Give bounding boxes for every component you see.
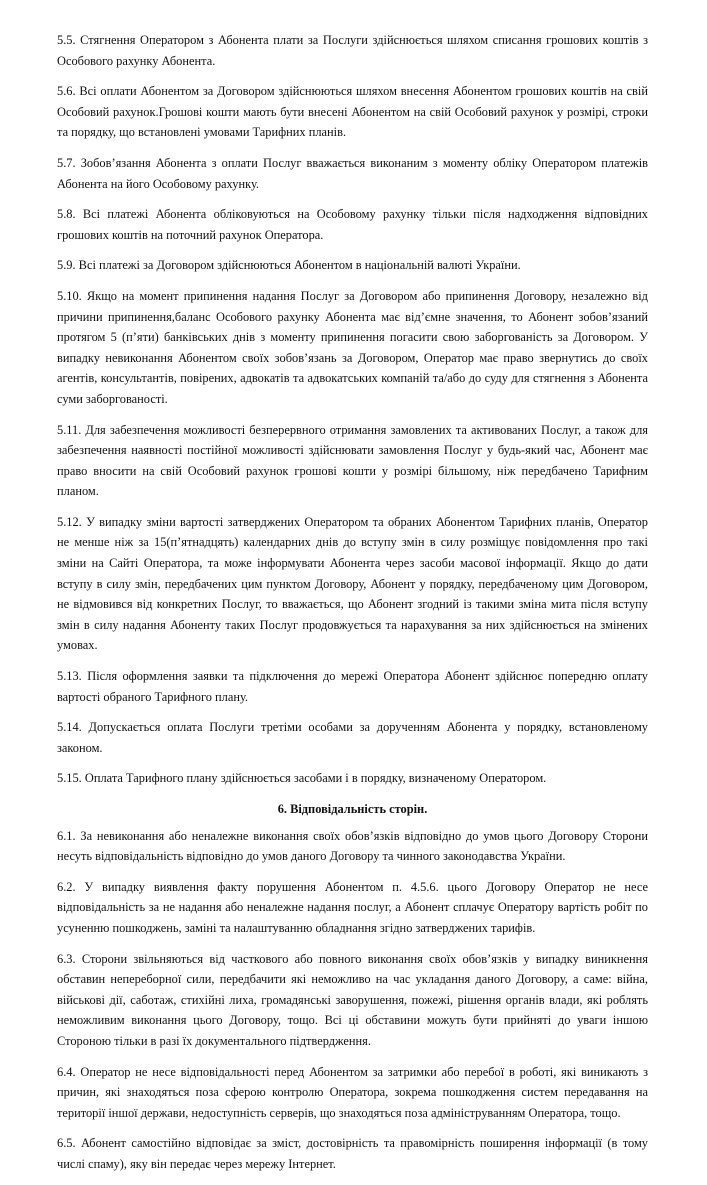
clause-6-5: 6.5. Абонент самостійно відповідає за зміст, достовірність та правомірність поширення інформації (в тому числі спаму), яку він передає через мережу Інтернет. [57, 1136, 648, 1171]
clause-5-5: 5.5. Стягнення Оператором з Абонента плати за Послуги здійснюється шляхом списання грошових коштів з Особового рахунку Абонента. [57, 33, 648, 68]
clause-6-3: 6.3. Сторони звільняються від часткового або повного виконання своїх обов’язків у випадку виникнення обставин непереборної сили, передбачити які неможливо на час укладання даного Договору, а саме: війна, військові дії, саботаж, стихійні лиха, громадянські заворушення, пожежі, рішення органів влади, які роблять неможливим виконання цього Договору, тощо. Всі ці обставини можуть бути прийняті до уваги іншою Стороною тільки в разі їх документального підтвердження. [57, 951, 648, 1048]
clause-5-10: 5.10. Якщо на момент припинення надання Послуг за Договором або припинення Договору, незалежно від причини припинення,баланс Особового рахунку Абонента має від’ємне значення, то Абонент зобов’язаний протягом 5 (п’яти) банківських днів з моменту припинення погасити свою заборгованість за Договором. У випадку невиконання Абонентом своїх зобов’язань за Договором, Оператор має право звернутись до своїх агентів, консультантів, повірених, адвокатів та адвокатських компаній та/або до суду для стягнення з Абонента суми заборгованості. [57, 288, 648, 406]
clause-5-13: 5.13. Після оформлення заявки та підключення до мережі Оператора Абонент здійснює попередню оплату вартості обраного Тарифного плану. [57, 669, 648, 704]
clause-5-14: 5.14. Допускається оплата Послуги третіми особами за дорученням Абонента у порядку, встановленому законом. [57, 720, 648, 755]
clause-5-15: 5.15. Оплата Тарифного плану здійснюється засобами і в порядку, визначеному Оператором. [57, 771, 547, 786]
clause-5-9: 5.9. Всі платежі за Договором здійснюються Абонентом в національній валюті України. [57, 258, 521, 273]
clause-5-11: 5.11. Для забезпечення можливості безперервного отримання замовлених та активованих Послуг, а також для забезпечення наявності постійної можливості здійснювати замовлення Послуг у будь-який час, Абонент має право вносити на свій Особовий рахунок грошові кошти у розмірі більшому, ніж передбачено Тарифним планом. [57, 422, 648, 499]
clause-6-1: 6.1. За невиконання або неналежне виконання своїх обов’язків відповідно до умов цього Договору Сторони несуть відповідальність відповідно до умов даного Договору та чинного законодавства України. [57, 828, 648, 864]
clause-5-6: 5.6. Всі оплати Абонентом за Договором здійснюються шляхом внесення Абонентом грошових коштів на свій Особовий рахунок.Грошові кошти мають бути внесені Абонентом на свій Особовий рахунок у розмірі, строки та порядку, що встановлені умовами Тарифних планів. [57, 84, 648, 140]
clause-6-2: 6.2. У випадку виявлення факту порушення Абонентом п. 4.5.6. цього Договору Оператор не несе відповідальність за не надання або неналежне надання послуг, а Абонент сплачує Оператору вартість робіт по усуненню пошкоджень, заміні та налаштуванню обладнання згідно затверджених тарифів. [57, 879, 648, 935]
clause-5-8: 5.8. Всі платежі Абонента обліковуються на Особовому рахунку тільки після надходження відповідних грошових коштів на поточний рахунок Оператора. [57, 207, 648, 242]
clause-5-12: 5.12. У випадку зміни вартості затверджених Оператором та обраних Абонентом Тарифних планів, Оператор не менше ніж за 15(п’ятнадцять) календарних днів до вступу змін в силу розміщує повідомлення про такі зміни на Сайті Оператора, та може інформувати Абонента через засоби масової інформації. Якщо до дати вступу в силу змін, передбачених цим пунктом Договору, Абонент у порядку, передбаченому цим Договором, не відмовився від конкретних Послуг, то вважається, що Абонент згодний із такими зміна мита після вступу змін в силу надання Абоненту таких Послуг продовжується та нарахування за них здійснюється на змінених умовах. [57, 514, 648, 653]
document-page [57, 30, 648, 1185]
clause-5-7: 5.7. Зобов’язання Абонента з оплати Послуг вважається виконаним з моменту обліку Оператором платежів Абонента на його Особовому рахунку. [57, 155, 648, 191]
clause-6-4: 6.4. Оператор не несе відповідальності перед Абонентом за затримки або перебої в роботі, які виникають з причин, які знаходяться поза сферою контролю Оператора, зокрема пошкодження систем передавання на території іншої держави, недоступність серверів, що знаходяться поза адмініструванням Оператора, тощо. [57, 1064, 648, 1120]
section-6-heading: 6. Відповідальність сторін. [277, 802, 428, 816]
